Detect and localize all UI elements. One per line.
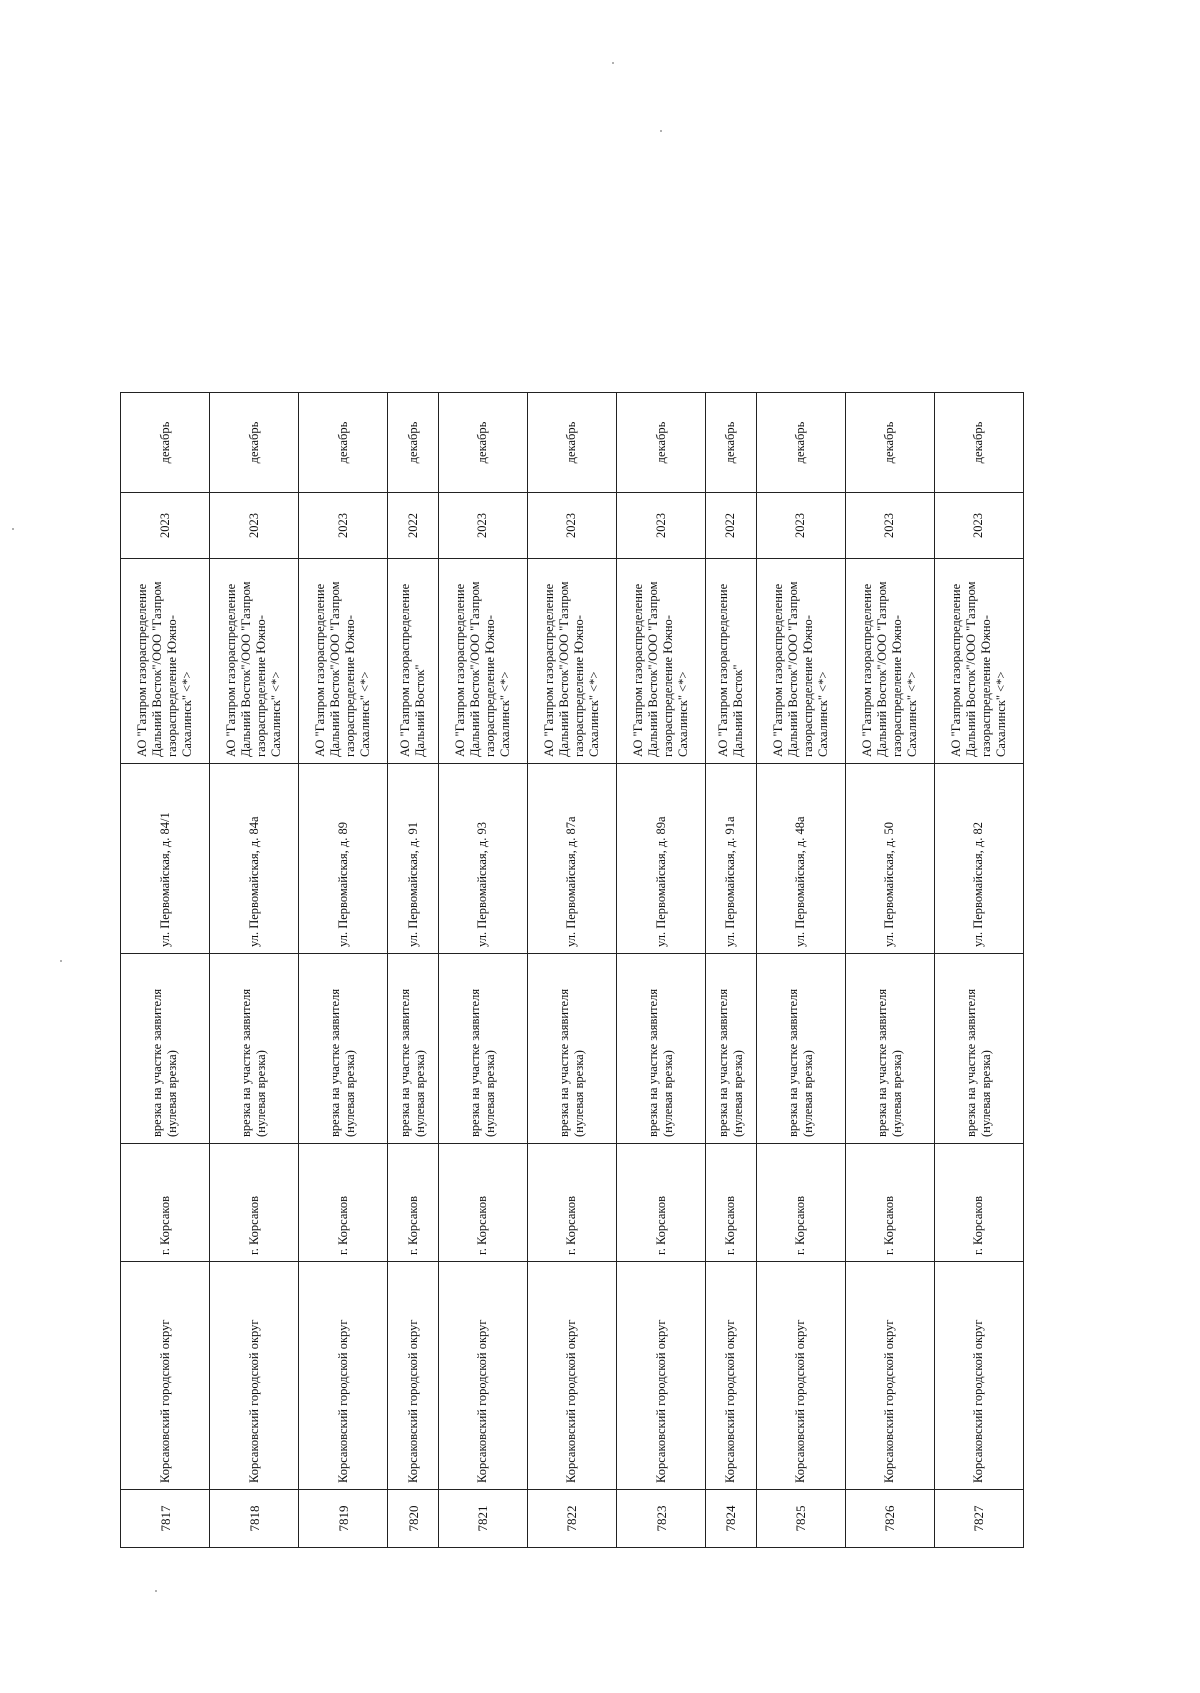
organization-cell: АО "Газпром газораспределение Дальний Восток"/ООО "Газпром газораспределение Южно-Сахалинск" <*> <box>210 559 299 764</box>
row-number: 7821 <box>438 1490 527 1548</box>
address-cell: ул. Первомайская, д. 89 <box>299 764 388 954</box>
month-cell: декабрь <box>438 393 527 493</box>
address-cell: ул. Первомайская, д. 93 <box>438 764 527 954</box>
address-cell: ул. Первомайская, д. 89а <box>617 764 706 954</box>
organization-cell: АО "Газпром газораспределение Дальний Восток" <box>388 559 438 764</box>
city-cell: г. Корсаков <box>706 1144 756 1262</box>
year-cell: 2023 <box>934 493 1023 559</box>
organization-cell: АО "Газпром газораспределение Дальний Восток"/ООО "Газпром газораспределение Южно-Сахалинск" <*> <box>299 559 388 764</box>
year-cell: 2023 <box>438 493 527 559</box>
city-cell: г. Корсаков <box>438 1144 527 1262</box>
connection-type-cell: врезка на участке заявителя (нулевая врезка) <box>388 954 438 1144</box>
year-cell: 2023 <box>756 493 845 559</box>
month-cell: декабрь <box>299 393 388 493</box>
organization-cell: АО "Газпром газораспределение Дальний Восток"/ООО "Газпром газораспределение Южно-Сахалинск" <*> <box>934 559 1023 764</box>
table-row <box>756 393 845 1548</box>
address-cell: ул. Первомайская, д. 82 <box>934 764 1023 954</box>
row-number: 7819 <box>299 1490 388 1548</box>
row-number: 7826 <box>845 1490 934 1548</box>
year-cell: 2023 <box>210 493 299 559</box>
scan-speck <box>60 960 62 962</box>
rotated-table <box>120 393 1024 1548</box>
year-cell: 2023 <box>299 493 388 559</box>
district-cell: Корсаковский городской округ <box>845 1262 934 1490</box>
year-cell: 2023 <box>617 493 706 559</box>
table-row <box>934 393 1023 1548</box>
table-row <box>527 393 616 1548</box>
city-cell: г. Корсаков <box>527 1144 616 1262</box>
district-cell: Корсаковский городской округ <box>210 1262 299 1490</box>
year-cell: 2023 <box>527 493 616 559</box>
city-cell: г. Корсаков <box>121 1144 210 1262</box>
address-cell: ул. Первомайская, д. 91 <box>388 764 438 954</box>
year-cell: 2022 <box>706 493 756 559</box>
district-cell: Корсаковский городской округ <box>617 1262 706 1490</box>
rotated-table-wrapper <box>120 393 1024 1548</box>
connection-type-cell: врезка на участке заявителя (нулевая врезка) <box>121 954 210 1144</box>
table-row <box>617 393 706 1548</box>
connection-type-cell: врезка на участке заявителя (нулевая врезка) <box>845 954 934 1144</box>
table-row <box>121 393 210 1548</box>
city-cell: г. Корсаков <box>756 1144 845 1262</box>
table-body <box>121 393 1024 1548</box>
table-row <box>706 393 756 1548</box>
row-number: 7818 <box>210 1490 299 1548</box>
table-row <box>438 393 527 1548</box>
organization-cell: АО "Газпром газораспределение Дальний Восток"/ООО "Газпром газораспределение Южно-Сахалинск" <*> <box>527 559 616 764</box>
district-cell: Корсаковский городской округ <box>527 1262 616 1490</box>
table-row <box>388 393 438 1548</box>
connection-type-cell: врезка на участке заявителя (нулевая врезка) <box>438 954 527 1144</box>
city-cell: г. Корсаков <box>617 1144 706 1262</box>
row-number: 7823 <box>617 1490 706 1548</box>
address-cell: ул. Первомайская, д. 87а <box>527 764 616 954</box>
city-cell: г. Корсаков <box>845 1144 934 1262</box>
city-cell: г. Корсаков <box>934 1144 1023 1262</box>
organization-cell: АО "Газпром газораспределение Дальний Восток" <box>706 559 756 764</box>
month-cell: декабрь <box>617 393 706 493</box>
table-row <box>299 393 388 1548</box>
city-cell: г. Корсаков <box>210 1144 299 1262</box>
city-cell: г. Корсаков <box>388 1144 438 1262</box>
district-cell: Корсаковский городской округ <box>299 1262 388 1490</box>
row-number: 7817 <box>121 1490 210 1548</box>
organization-cell: АО "Газпром газораспределение Дальний Восток"/ООО "Газпром газораспределение Южно-Сахалинск" <*> <box>617 559 706 764</box>
district-cell: Корсаковский городской округ <box>121 1262 210 1490</box>
scan-speck <box>612 62 614 64</box>
address-cell: ул. Первомайская, д. 48а <box>756 764 845 954</box>
connection-type-cell: врезка на участке заявителя (нулевая врезка) <box>527 954 616 1144</box>
organization-cell: АО "Газпром газораспределение Дальний Восток"/ООО "Газпром газораспределение Южно-Сахалинск" <*> <box>438 559 527 764</box>
district-cell: Корсаковский городской округ <box>756 1262 845 1490</box>
table-row <box>845 393 934 1548</box>
district-cell: Корсаковский городской округ <box>438 1262 527 1490</box>
gasification-table <box>120 392 1024 1548</box>
connection-type-cell: врезка на участке заявителя (нулевая врезка) <box>299 954 388 1144</box>
connection-type-cell: врезка на участке заявителя (нулевая врезка) <box>617 954 706 1144</box>
year-cell: 2023 <box>121 493 210 559</box>
row-number: 7822 <box>527 1490 616 1548</box>
organization-cell: АО "Газпром газораспределение Дальний Восток"/ООО "Газпром газораспределение Южно-Сахалинск" <*> <box>756 559 845 764</box>
table-row <box>210 393 299 1548</box>
month-cell: декабрь <box>388 393 438 493</box>
month-cell: декабрь <box>934 393 1023 493</box>
address-cell: ул. Первомайская, д. 50 <box>845 764 934 954</box>
year-cell: 2023 <box>845 493 934 559</box>
address-cell: ул. Первомайская, д. 84/1 <box>121 764 210 954</box>
connection-type-cell: врезка на участке заявителя (нулевая врезка) <box>934 954 1023 1144</box>
scan-speck <box>155 1590 157 1592</box>
district-cell: Корсаковский городской округ <box>934 1262 1023 1490</box>
row-number: 7820 <box>388 1490 438 1548</box>
year-cell: 2022 <box>388 493 438 559</box>
month-cell: декабрь <box>121 393 210 493</box>
organization-cell: АО "Газпром газораспределение Дальний Восток"/ООО "Газпром газораспределение Южно-Сахалинск" <*> <box>121 559 210 764</box>
organization-cell: АО "Газпром газораспределение Дальний Восток"/ООО "Газпром газораспределение Южно-Сахалинск" <*> <box>845 559 934 764</box>
month-cell: декабрь <box>756 393 845 493</box>
month-cell: декабрь <box>210 393 299 493</box>
month-cell: декабрь <box>706 393 756 493</box>
scan-speck <box>12 528 14 530</box>
scan-speck <box>660 130 662 132</box>
month-cell: декабрь <box>527 393 616 493</box>
address-cell: ул. Первомайская, д. 91а <box>706 764 756 954</box>
district-cell: Корсаковский городской округ <box>388 1262 438 1490</box>
month-cell: декабрь <box>845 393 934 493</box>
row-number: 7825 <box>756 1490 845 1548</box>
city-cell: г. Корсаков <box>299 1144 388 1262</box>
connection-type-cell: врезка на участке заявителя (нулевая врезка) <box>210 954 299 1144</box>
address-cell: ул. Первомайская, д. 84а <box>210 764 299 954</box>
connection-type-cell: врезка на участке заявителя (нулевая врезка) <box>756 954 845 1144</box>
row-number: 7824 <box>706 1490 756 1548</box>
connection-type-cell: врезка на участке заявителя (нулевая врезка) <box>706 954 756 1144</box>
row-number: 7827 <box>934 1490 1023 1548</box>
district-cell: Корсаковский городской округ <box>706 1262 756 1490</box>
